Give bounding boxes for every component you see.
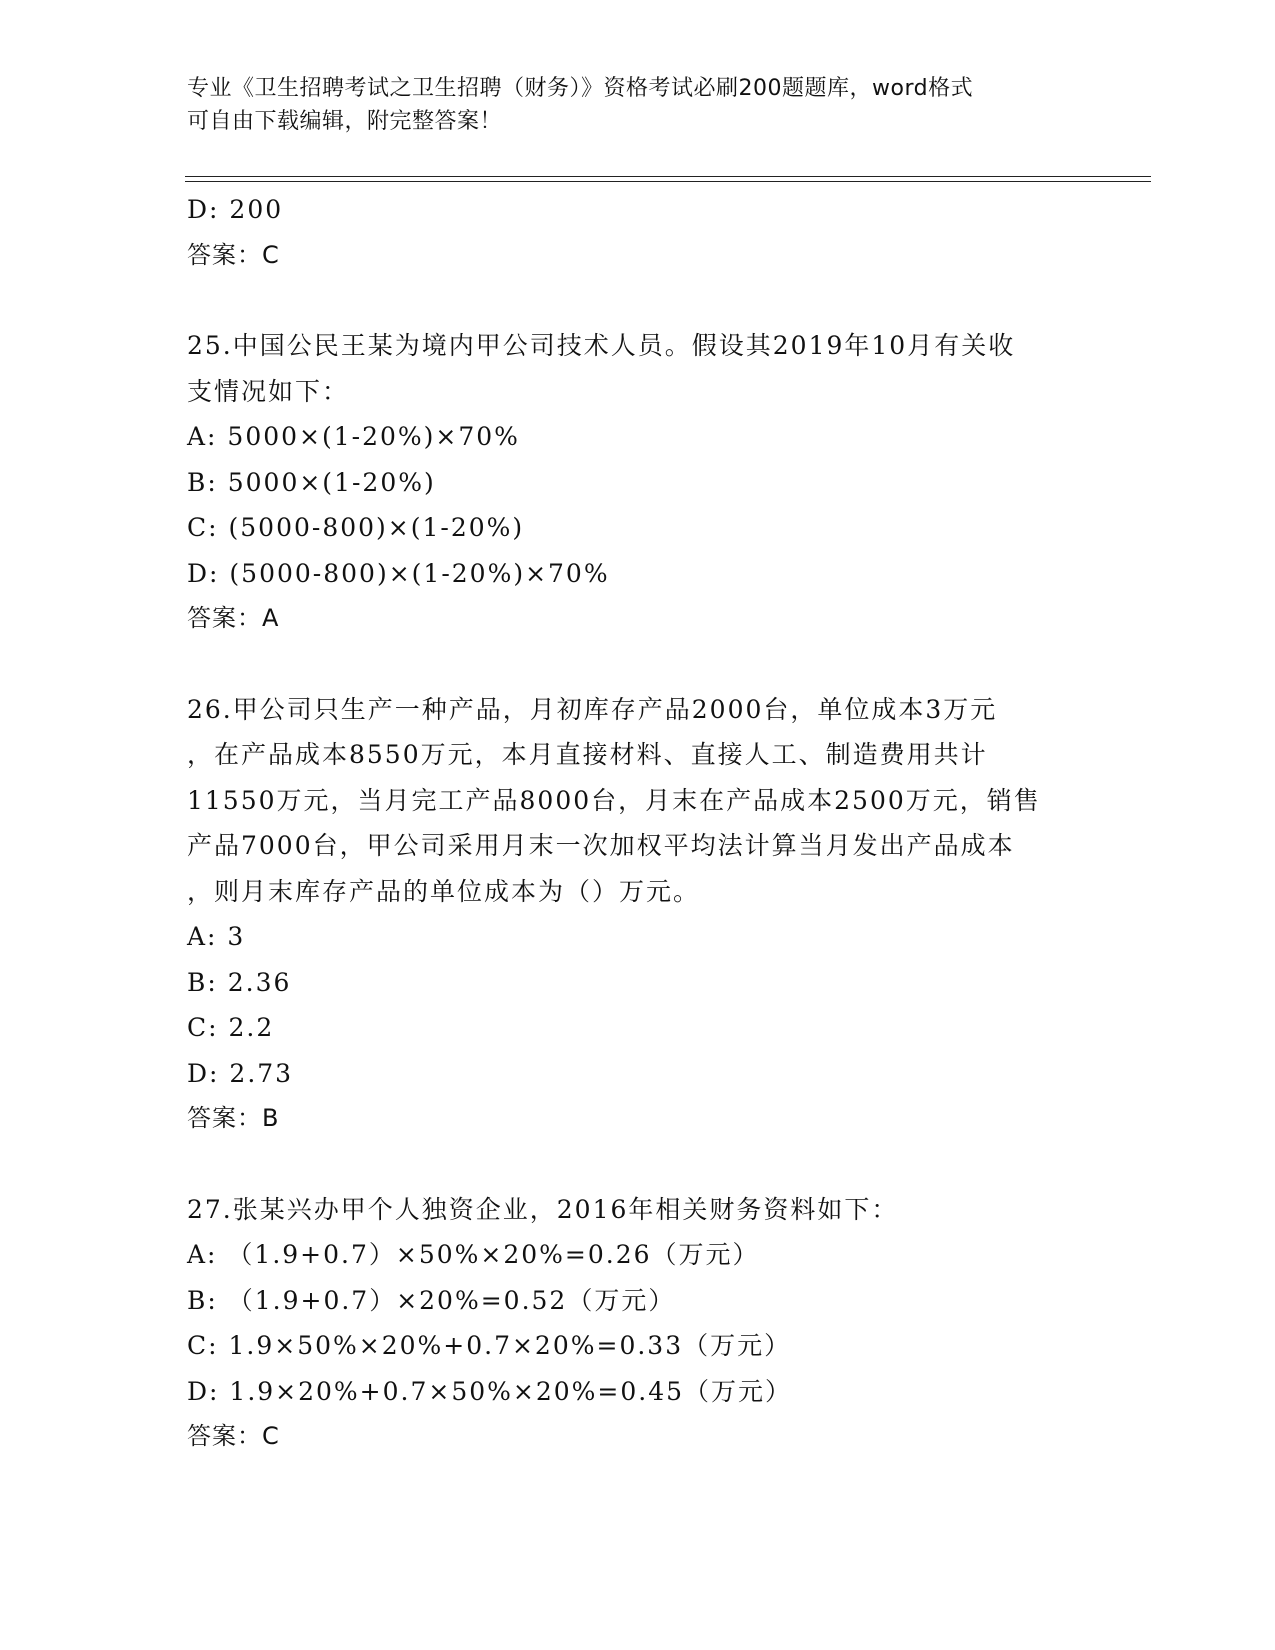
question-text-line: ，则月末库存产品的单位成本为（）万元。 xyxy=(187,876,701,906)
question-text-line: 27.张某兴办甲个人独资企业，2016年相关财务资料如下： xyxy=(187,1194,899,1224)
option-d: D: 1.9×20%+0.7×50%×20%=0.45（万元） xyxy=(187,1376,793,1406)
spacer xyxy=(187,1142,1087,1187)
option-a: A: 3 xyxy=(187,922,246,951)
question-text-line: 26.甲公司只生产一种产品，月初库存产品2000台，单位成本3万元 xyxy=(187,694,998,724)
answer: 答案：A xyxy=(187,604,280,632)
option-c: C: (5000-800)×(1-20%) xyxy=(187,513,525,542)
option-c: C: 1.9×50%×20%+0.7×20%=0.33（万元） xyxy=(187,1331,792,1360)
question-26 xyxy=(187,687,1087,1142)
option-b: B: 5000×(1-20%) xyxy=(187,467,436,497)
question-text-line: ，在产品成本8550万元，本月直接材料、直接人工、制造费用共计 xyxy=(187,740,988,769)
option-a: A: （1.9+0.7）×50%×20%=0.26（万元） xyxy=(187,1240,760,1269)
option-d: D: (5000-800)×(1-20%)×70% xyxy=(187,558,610,588)
question-text-line: 产品7000台，甲公司采用月末一次加权平均法计算当月发出产品成本 xyxy=(187,831,1015,860)
answer: 答案：B xyxy=(187,1104,280,1132)
option-b: B: （1.9+0.7）×20%=0.52（万元） xyxy=(187,1285,676,1315)
document-body xyxy=(187,187,1087,1460)
question-27 xyxy=(187,1187,1087,1460)
spacer xyxy=(187,278,1087,323)
header-rule-bottom xyxy=(185,181,1151,182)
answer: 答案：C xyxy=(187,1422,280,1450)
question-25 xyxy=(187,323,1087,642)
question-text-line: 25.中国公民王某为境内甲公司技术人员。假设其2019年10月有关收 xyxy=(187,331,1016,360)
answer: 答案：C xyxy=(187,240,280,269)
option-c: C: 2.2 xyxy=(187,1013,275,1042)
previous-question-tail xyxy=(187,187,1087,278)
header-line-2: 可自由下载编辑，附完整答案！ xyxy=(187,109,503,134)
option-a: A: 5000×(1-20%)×70% xyxy=(187,422,520,451)
question-text-line: 11550万元，当月完工产品8000台，月末在产品成本2500万元，销售 xyxy=(187,785,1041,815)
document-header xyxy=(187,72,1067,138)
option-b: B: 2.36 xyxy=(187,967,292,997)
header-line-1: 专业《卫生招聘考试之卫生招聘（财务）》资格考试必刷200题题库，word格式 xyxy=(187,76,974,101)
question-text-line: 支情况如下： xyxy=(187,376,350,406)
header-rule-top xyxy=(185,176,1151,177)
option-d: D: 200 xyxy=(187,195,284,224)
spacer xyxy=(187,642,1087,687)
option-d: D: 2.73 xyxy=(187,1058,294,1088)
